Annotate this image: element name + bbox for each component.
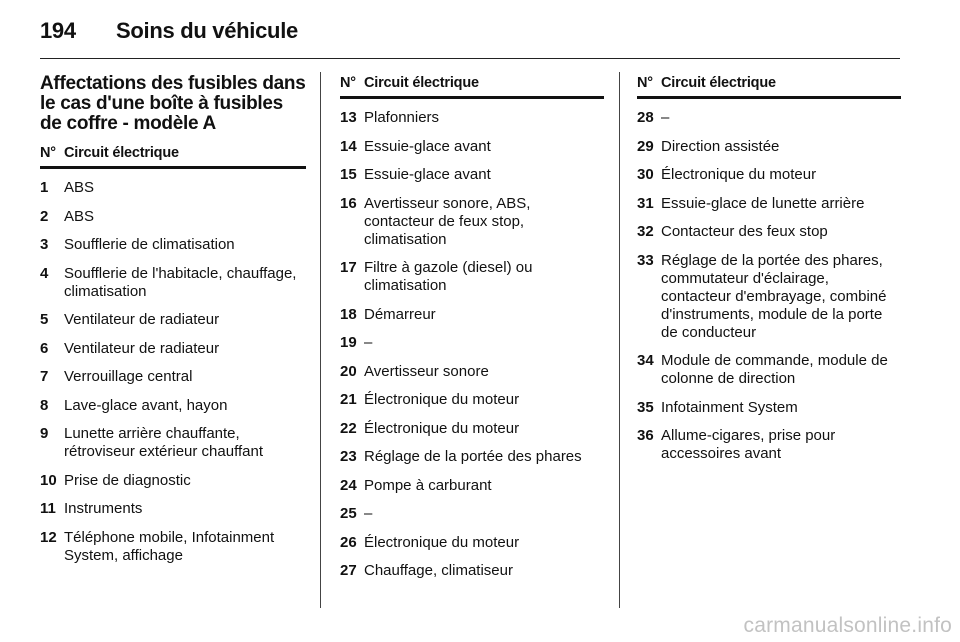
fuse-row xyxy=(340,259,604,295)
fuse-number: 13 xyxy=(340,109,357,126)
fuse-number: 27 xyxy=(340,562,357,579)
section-title: Affectations des fusibles dans le cas d'une boîte à fusibles de coffre - modèle A xyxy=(40,73,306,134)
fuse-circuit: ABS xyxy=(64,179,95,196)
fuse-number: 17 xyxy=(340,259,357,276)
fuse-circuit: Ventilateur de radiateur xyxy=(64,311,220,328)
fuse-row xyxy=(637,427,901,463)
fuse-number: 18 xyxy=(340,305,357,323)
fuse-circuit: Infotainment System xyxy=(661,398,798,416)
fuse-number: 14 xyxy=(340,137,357,155)
fuse-circuit: Électronique du moteur xyxy=(661,166,817,183)
fuse-circuit: Lave-glace avant, hayon xyxy=(64,396,228,414)
fuse-row xyxy=(340,166,604,184)
fuse-circuit: Avertisseur sonore, ABS, contacteur de feux stop, climatisation xyxy=(364,194,531,248)
fuse-row xyxy=(340,448,604,466)
fuse-row xyxy=(40,236,306,254)
fuse-row xyxy=(637,252,901,342)
fuse-number: 32 xyxy=(637,223,654,240)
column-3 xyxy=(637,74,901,474)
fuse-circuit: Avertisseur sonore xyxy=(364,362,489,380)
fuse-number: 19 xyxy=(340,334,357,351)
fuse-number: 4 xyxy=(40,264,49,282)
fuse-circuit: Électronique du moteur xyxy=(364,533,520,551)
fuse-circuit: Essuie-glace avant xyxy=(364,137,491,155)
fuse-row xyxy=(40,529,306,565)
fuse-row xyxy=(637,195,901,213)
fuse-row xyxy=(340,109,604,127)
fuse-row xyxy=(637,223,901,241)
fuse-circuit: Réglage de la portée des phares, commutateur d'éclairage, contacteur d'embrayage, combiné d'instruments, module de la porte de conducteur xyxy=(661,251,887,341)
fuse-circuit: Essuie-glace de lunette arrière xyxy=(661,194,865,212)
table-header-circuit: Circuit électrique xyxy=(364,75,479,91)
fuse-number: 26 xyxy=(340,533,357,551)
fuse-circuit: Chauffage, climatiseur xyxy=(364,562,513,579)
table-header-num: N° xyxy=(637,75,653,91)
column-1 xyxy=(40,74,306,575)
fuse-number: 2 xyxy=(40,207,49,225)
fuse-number: 15 xyxy=(340,166,357,183)
fuse-number: 22 xyxy=(340,419,357,437)
fuse-circuit: Téléphone mobile, Infotainment System, affichage xyxy=(64,528,275,564)
fuse-number: 24 xyxy=(340,476,357,494)
fuse-row xyxy=(40,368,306,386)
fuse-row xyxy=(40,397,306,415)
fuse-circuit: Démarreur xyxy=(364,305,436,323)
fuse-circuit: Contacteur des feux stop xyxy=(661,223,828,240)
fuse-circuit: Allume-cigares, prise pour accessoires avant xyxy=(661,427,836,462)
column-divider xyxy=(320,72,321,608)
column-divider xyxy=(619,72,620,608)
fuse-number: 36 xyxy=(637,427,654,444)
fuse-list xyxy=(40,179,306,565)
fuse-circuit: Verrouillage central xyxy=(64,368,193,385)
fuse-row xyxy=(340,505,604,523)
fuse-number: 25 xyxy=(340,505,357,522)
fuse-number: 1 xyxy=(40,179,49,196)
fuse-circuit: Filtre à gazole (diesel) ou climatisation xyxy=(364,259,533,294)
fuse-circuit: ABS xyxy=(64,207,95,225)
fuse-circuit: Pompe à carburant xyxy=(364,476,492,494)
fuse-circuit: Direction assistée xyxy=(661,137,780,155)
fuse-row xyxy=(40,179,306,197)
fuse-circuit: Électronique du moteur xyxy=(364,419,520,437)
table-header xyxy=(340,74,604,99)
fuse-number: 12 xyxy=(40,528,57,546)
fuse-circuit: Prise de diagnostic xyxy=(64,471,191,489)
column-2 xyxy=(340,74,604,591)
fuse-row xyxy=(637,138,901,156)
table-header-num: N° xyxy=(340,75,356,91)
header-rule xyxy=(40,58,900,59)
watermark: carmanualsonline.info xyxy=(743,614,952,637)
page-title: Soins du véhicule xyxy=(116,18,298,43)
fuse-row xyxy=(340,334,604,352)
fuse-number: 31 xyxy=(637,194,654,212)
fuse-number: 20 xyxy=(340,362,357,380)
fuse-row xyxy=(40,208,306,226)
fuse-row xyxy=(340,477,604,495)
page-header xyxy=(40,18,298,44)
fuse-number: 6 xyxy=(40,339,49,357)
table-header xyxy=(40,144,306,169)
fuse-row xyxy=(637,109,901,127)
fuse-circuit: Lunette arrière chauffante, rétroviseur extérieur chauffant xyxy=(64,425,263,460)
fuse-row xyxy=(637,352,901,388)
fuse-number: 21 xyxy=(340,391,357,408)
fuse-number: 7 xyxy=(40,368,49,385)
fuse-row xyxy=(40,265,306,301)
fuse-circuit: Instruments xyxy=(64,500,143,517)
fuse-circuit: – xyxy=(364,334,373,351)
fuse-circuit: Module de commande, module de colonne de direction xyxy=(661,352,888,387)
fuse-circuit: Essuie-glace avant xyxy=(364,166,491,183)
fuse-row xyxy=(40,311,306,329)
fuse-number: 8 xyxy=(40,396,49,414)
fuse-number: 10 xyxy=(40,471,57,489)
fuse-number: 34 xyxy=(637,352,654,369)
fuse-number: 3 xyxy=(40,236,49,253)
fuse-circuit: – xyxy=(364,505,373,522)
fuse-row xyxy=(40,425,306,461)
page-number: 194 xyxy=(40,18,76,43)
fuse-number: 5 xyxy=(40,311,49,328)
fuse-row xyxy=(340,195,604,249)
fuse-row xyxy=(340,138,604,156)
fuse-row xyxy=(40,500,306,518)
fuse-circuit: Électronique du moteur xyxy=(364,391,520,408)
fuse-number: 28 xyxy=(637,109,654,126)
fuse-row xyxy=(40,340,306,358)
fuse-row xyxy=(340,363,604,381)
fuse-row xyxy=(340,534,604,552)
fuse-list xyxy=(340,109,604,580)
fuse-circuit: Soufflerie de climatisation xyxy=(64,236,235,253)
fuse-circuit: Plafonniers xyxy=(364,109,440,126)
fuse-circuit: Réglage de la portée des phares xyxy=(364,448,582,465)
fuse-row xyxy=(340,391,604,409)
fuse-row xyxy=(637,399,901,417)
table-header-circuit: Circuit électrique xyxy=(64,145,179,161)
fuse-row xyxy=(340,420,604,438)
fuse-number: 33 xyxy=(637,251,654,269)
fuse-number: 23 xyxy=(340,448,357,465)
fuse-list xyxy=(637,109,901,463)
fuse-row xyxy=(340,562,604,580)
fuse-row xyxy=(637,166,901,184)
fuse-row xyxy=(340,306,604,324)
table-header xyxy=(637,74,901,99)
fuse-circuit: – xyxy=(661,109,670,126)
fuse-number: 9 xyxy=(40,425,49,442)
fuse-circuit: Ventilateur de radiateur xyxy=(64,339,220,357)
fuse-number: 35 xyxy=(637,398,654,416)
table-header-num: N° xyxy=(40,145,56,161)
table-header-circuit: Circuit électrique xyxy=(661,75,776,91)
fuse-row xyxy=(40,472,306,490)
fuse-number: 30 xyxy=(637,166,654,183)
fuse-circuit: Soufflerie de l'habitacle, chauffage, climatisation xyxy=(64,264,297,300)
fuse-number: 16 xyxy=(340,194,357,212)
fuse-number: 29 xyxy=(637,137,654,155)
fuse-number: 11 xyxy=(40,500,56,517)
